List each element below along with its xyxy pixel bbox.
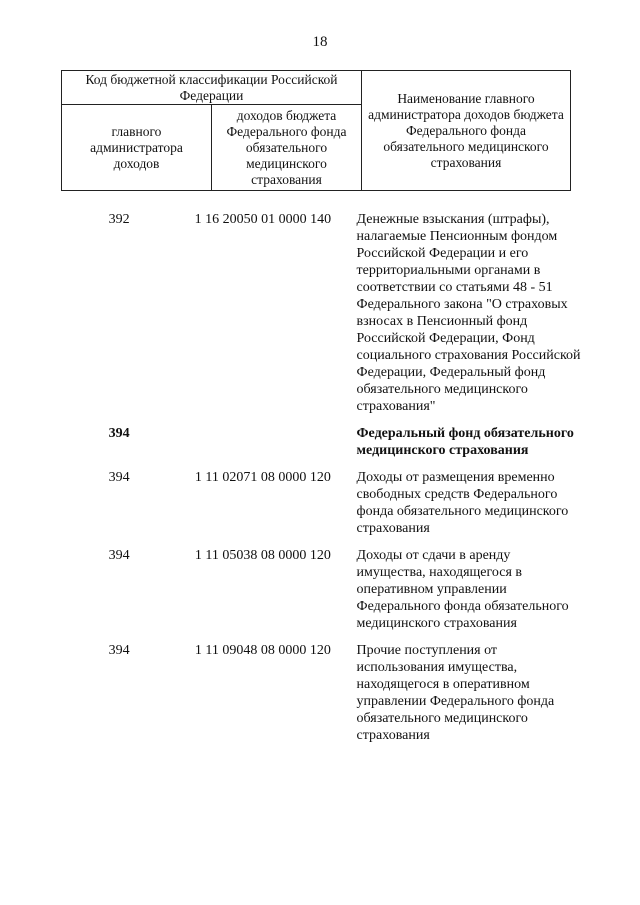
table-row [61,547,581,632]
admin-code: 394 [108,470,130,485]
admin-code: 392 [108,212,130,227]
revenue-code: 1 11 05038 08 0000 120 [194,548,331,563]
revenue-code: 1 11 09048 08 0000 120 [194,643,331,658]
revenue-name: Доходы от размещения временно свободных средств Федерального фонда обязательного медицинского страхования [356,470,569,536]
header-name-column: Наименование главного администратора доходов бюджета Федерального фонда обязательного медицинского страхования [362,71,571,191]
header-admin-column: главного администратора доходов [62,105,212,191]
table-row [61,469,581,537]
page-number: 18 [312,34,328,50]
admin-code: 394 [108,548,130,563]
admin-code: 394 [108,426,130,441]
revenue-name: Денежные взыскания (штрафы), налагаемые Пенсионным фондом Российской Федерации и его территориальными органами в соответствии со статьями 48 - 51 Федерального закона "О страховых взносах в Пенсионный фонд Российской Федерации, Фонд социального страхования Российской Федерации, Федеральный фонд обязательного медицинского страхования" [356,212,581,414]
table-row [61,211,581,415]
header-code-group: Код бюджетной классификации Российской Федерации [62,71,362,105]
table-row [61,642,581,744]
administrator-name: Федеральный фонд обязательного медицинского страхования [356,426,574,458]
admin-code: 394 [108,643,130,658]
table-row [61,425,581,459]
table-body [61,211,581,754]
revenue-code: 1 11 02071 08 0000 120 [194,470,331,485]
header-revenue-column: доходов бюджета Федерального фонда обязательного медицинского страхования [212,105,362,191]
revenue-name: Прочие поступления от использования имущества, находящегося в оперативном управлении Федерального фонда обязательного медицинского страхования [356,643,555,743]
header-table [61,70,571,191]
revenue-name: Доходы от сдачи в аренду имущества, находящегося в оперативном управлении Федерального фонда обязательного медицинского страхования [356,548,569,631]
revenue-code [177,425,348,459]
revenue-code: 1 16 20050 01 0000 140 [194,212,332,227]
